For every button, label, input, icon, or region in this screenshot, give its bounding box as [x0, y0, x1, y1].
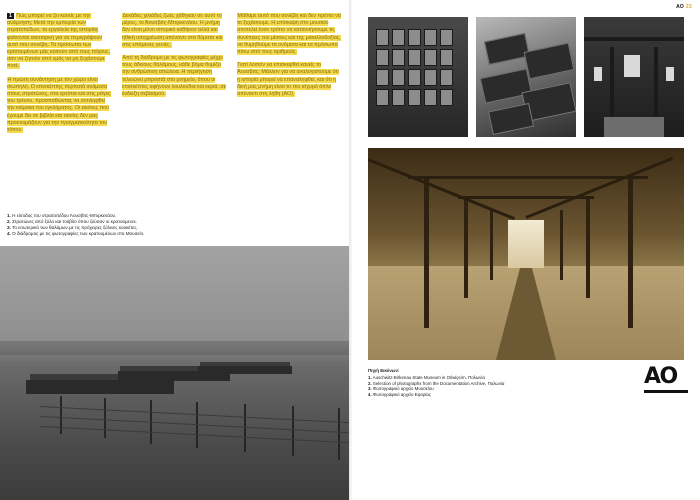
- roof-rafter: [368, 158, 515, 220]
- suitcase: [484, 33, 530, 65]
- credit-number: 4.: [368, 392, 372, 398]
- caption-number: 3.: [7, 225, 11, 230]
- portrait-frame: [392, 69, 405, 86]
- photo-sky: [0, 246, 350, 341]
- paragraph-text: Η πρώτη συνάντηση με τον χώρο είναι σιωπηλή. Ο επισκέπτης περπατά ανάμεσα στους στρατώνες, στα ερείπια και στις ράγες του τρένου, προσπαθώντας να αντιληφθεί την κλίμακα του εγκλήματος. Οι εικόνες που έχουμε δει σε βιβλία και ταινίες δεν μας προετοιμάζουν για την πραγματικότητα του τόπου.: [7, 76, 111, 134]
- support-post: [628, 178, 633, 328]
- fence-post: [60, 396, 62, 434]
- credit-number: 2.: [368, 380, 372, 386]
- credit-text: Φωτογραφικό αρχείο Εφορίας: [372, 392, 432, 398]
- credit-item: [368, 392, 598, 398]
- credit-text: Φωτογραφικό αρχείο Μουσείου: [372, 386, 434, 392]
- portrait-frame: [440, 89, 453, 106]
- paragraph: [7, 13, 113, 71]
- caption-text: Ο διάδρομος με τις φωτογραφίες των κρατουμένων στο Μουσείο.: [12, 231, 145, 236]
- photo-treeline: [0, 341, 350, 355]
- portrait-frame: [408, 69, 421, 86]
- fence-post: [104, 398, 106, 438]
- ceiling-beam: [584, 37, 684, 41]
- credit-text: Selection of photographs from the Documentation Archive, Πολωνία: [372, 380, 505, 386]
- caption-number: 4.: [7, 231, 11, 236]
- caption-number: 1.: [7, 213, 11, 218]
- portrait-frame: [376, 49, 389, 66]
- portrait-frame: [440, 49, 453, 66]
- window: [666, 67, 674, 81]
- suitcases-photo: [476, 17, 576, 137]
- barrack: [198, 366, 292, 374]
- text-column-3: [237, 13, 343, 104]
- paragraph-text: Πώς μπορεί να ζει κανείς με την ανάμνηση; Μετά την εμπειρία των στρατοπέδων, τα εργαλεία της ιστορίας φαίνονται ανεπαρκή για να περιγράψουν αυτό που συνέβη. Τα πρόσωπα των κρατουμένων μάς κοιτούν από τους τοίχους, σαν να ζητούν από εμάς να μη ξεχάσουμε ποτέ.: [7, 13, 111, 70]
- window: [624, 55, 640, 77]
- doorway-light: [508, 220, 544, 268]
- fence-post: [244, 404, 246, 452]
- paragraph-text: Από τη διάδρομο με τις φωτογραφίες μέχρι τους άδειους θαλάμους, κάθε βήμα θυμίζει την ανθρώπινη απώλεια. Η περιήγηση τελειώνει μπροστά στο μνημείο, όπου οι επισκέπτες αφήνουν λουλούδια και κεριά, σε ένδειξη σεβασμού.: [122, 55, 227, 98]
- portrait-frame: [376, 69, 389, 86]
- support-post: [560, 210, 563, 280]
- paragraph: [237, 13, 343, 56]
- portrait-frame: [408, 29, 421, 46]
- section-badge: 1: [9, 13, 12, 19]
- credits-list: [368, 375, 598, 398]
- portrait-frame: [424, 49, 437, 66]
- portrait-frame: [440, 29, 453, 46]
- barrack-interior-photo: [584, 17, 684, 137]
- credit-number: 1.: [368, 374, 372, 380]
- fence-post: [292, 406, 294, 456]
- portrait-frame: [440, 69, 453, 86]
- barrack-corridor-photo: [368, 148, 684, 360]
- portrait-frame: [424, 89, 437, 106]
- barrack: [26, 380, 174, 394]
- support-post: [586, 198, 590, 298]
- portrait-frame: [408, 89, 421, 106]
- logo-underline: [644, 390, 688, 393]
- page-number: 23: [685, 4, 692, 10]
- right-page: [352, 0, 700, 500]
- camp-landscape-photo: [0, 246, 350, 500]
- roof-beam: [408, 176, 648, 179]
- folio-label: ΑΟ: [676, 4, 685, 10]
- credit-number: 3.: [368, 386, 372, 392]
- credits-title: Πηγή Εικόνων:: [368, 368, 400, 373]
- caption-text: Το εσωτερικό των θαλάμων με τις πρόχειρες ξύλινες κουκέτες.: [12, 225, 138, 230]
- text-column-2: [122, 13, 228, 104]
- support-post: [424, 178, 429, 328]
- magazine-logo: [644, 366, 690, 393]
- credit-text: Auschwitz-Birkenau State Museum in Oświęcim, Πολωνία: [372, 374, 485, 380]
- photo-credits: [368, 368, 598, 398]
- portrait-frame: [376, 29, 389, 46]
- folio: [676, 4, 692, 10]
- support-post: [464, 198, 468, 298]
- paragraph-text: Δεκάδες χιλιάδες ζωές χάθηκαν σε αυτό το μέρος, το Άουσβιτς-Μπιρκενάου. Η μνήμη δεν είναι μόνο ιστορικό καθήκον αλλά και ηθική υποχρέωση απέναντι στα θύματα και στις επόμενες γενιές.: [122, 13, 223, 48]
- paragraph-text: Γιατί λοιπόν να επισκεφθεί κανείς το Άουσβιτς; Μάλλον για να αναλογιστούμε ότι η ιστορία μπορεί να επαναληφθεί, και ότι η δική μας μνήμη είναι το πιο ισχυρό όπλο απέναντι στη λήθη (ΑΟ).: [237, 62, 339, 98]
- logo-mark: AO: [644, 364, 677, 389]
- caption-item: [7, 231, 337, 237]
- fence-post: [338, 408, 340, 460]
- portrait-frame: [392, 89, 405, 106]
- paragraph: [237, 62, 343, 98]
- paragraph: [7, 77, 113, 135]
- window: [594, 67, 602, 81]
- photo-captions: [7, 213, 337, 237]
- portrait-frame: [392, 49, 405, 66]
- portrait-frame: [376, 89, 389, 106]
- portrait-frame: [392, 29, 405, 46]
- portrait-frame: [424, 69, 437, 86]
- suitcase: [524, 43, 575, 80]
- support-post: [490, 210, 493, 280]
- suitcase: [488, 103, 534, 135]
- floor: [604, 117, 664, 137]
- caption-text: Στρατώνες από ξύλο και τούβλο όπου ζούσαν οι κρατούμενοι.: [12, 219, 137, 224]
- roof-beam: [458, 196, 594, 199]
- paragraph: [122, 55, 228, 98]
- text-column-1: [7, 13, 113, 140]
- caption-text: Η είσοδος του στρατοπέδου Άουσβιτς-Μπιρκενάου.: [12, 213, 117, 218]
- portrait-frame: [408, 49, 421, 66]
- paragraph: [122, 13, 228, 49]
- caption-number: 2.: [7, 219, 11, 224]
- portrait-wall-photo: [368, 17, 468, 137]
- portrait-frame: [424, 29, 437, 46]
- paragraph-text: Μάθαμε αυτό που συνέβη και δεν πρέπει να το ξεχάσουμε. Η επίσκεψη στο μουσείο αποτελεί έναν τρόπο να κατανοήσουμε τις συνέπειες του μίσους και της μισαλλοδοξίας, να θυμηθούμε τα ονόματα και τα πρόσωπα πίσω από τους αριθμούς.: [237, 13, 341, 56]
- roof-rafter: [525, 157, 673, 219]
